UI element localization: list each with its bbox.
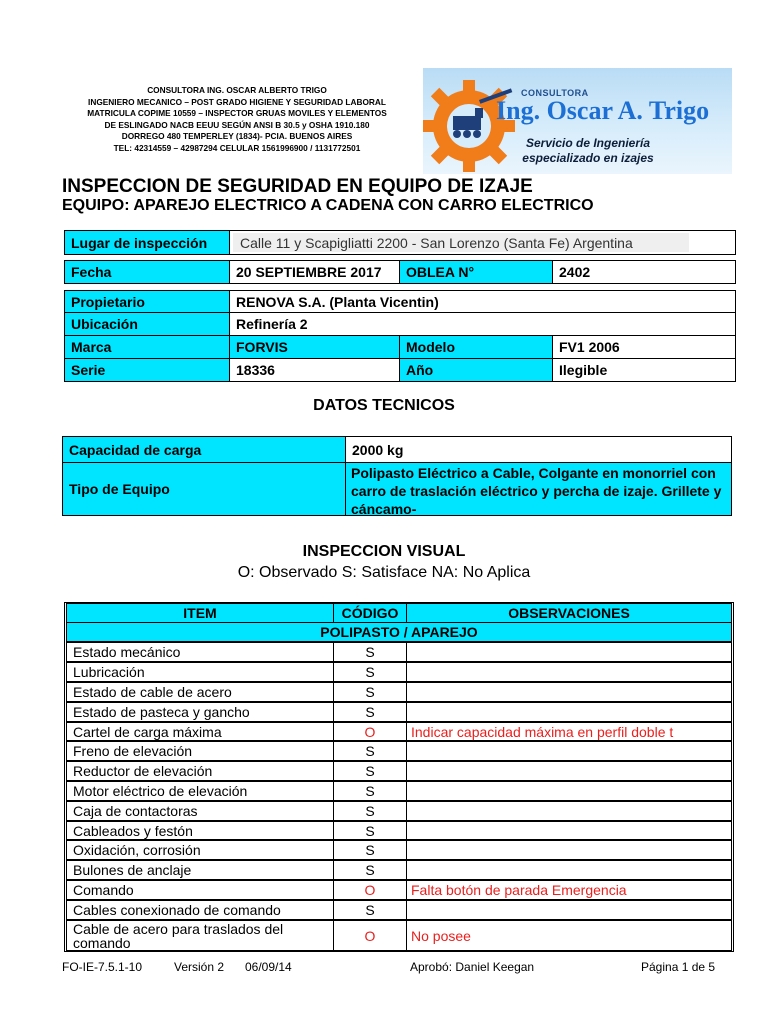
capacidad-label: Capacidad de carga	[62, 436, 346, 463]
section-polipasto: POLIPASTO / APAREJO	[66, 622, 732, 642]
propietario-label: Propietario	[64, 290, 230, 313]
ubicacion-label: Ubicación	[64, 312, 230, 336]
company-line: CONSULTORA ING. OSCAR ALBERTO TRIGO	[147, 85, 327, 95]
company-line: DORREGO 480 TEMPERLEY (1834)- PCIA. BUENOS AIRES	[121, 131, 353, 142]
row-item: Cable de acero para traslados del comando	[66, 920, 334, 951]
anio-value: Ilegible	[552, 358, 736, 382]
row-codigo: S	[333, 741, 407, 761]
row-codigo: S	[333, 821, 407, 840]
company-info	[62, 85, 412, 155]
row-item: Caja de contactoras	[66, 801, 334, 821]
row-observacion	[406, 662, 732, 682]
row-observacion	[406, 821, 732, 840]
serie-value: 18336	[229, 358, 400, 382]
banner-small-label: CONSULTORA	[521, 88, 589, 98]
company-banner	[423, 68, 732, 174]
row-codigo: S	[333, 801, 407, 821]
row-item: Cables conexionado de comando	[66, 900, 334, 920]
row-item: Comando	[66, 880, 334, 900]
lugar-label: Lugar de inspección	[64, 230, 230, 255]
row-codigo: S	[333, 682, 407, 702]
tipo-label: Tipo de Equipo	[62, 462, 346, 516]
row-codigo: S	[333, 900, 407, 920]
lugar-value: Calle 11 y Scapigliatti 2200 - San Lorenzo (Santa Fe) Argentina	[233, 233, 689, 252]
row-item: Cableados y festón	[66, 821, 334, 840]
inspeccion-heading: INSPECCION VISUAL	[302, 543, 466, 560]
marca-value: FORVIS	[229, 335, 400, 359]
row-observacion	[406, 801, 732, 821]
footer-code: FO-IE-7.5.1-10	[62, 960, 143, 974]
row-observacion: Indicar capacidad máxima en perfil doble t	[406, 722, 732, 741]
row-codigo: O	[333, 722, 407, 741]
row-codigo: S	[333, 702, 407, 722]
row-observacion: No posee	[406, 920, 732, 951]
row-observacion	[406, 761, 732, 781]
footer-version: Versión 2	[174, 960, 225, 974]
marca-label: Marca	[64, 335, 230, 359]
row-codigo: S	[333, 840, 407, 860]
equipment-title: EQUIPO: APAREJO ELECTRICO A CADENA CON CARRO ELECTRICO	[62, 197, 594, 214]
inspeccion-legend: O: Observado S: Satisface NA: No Aplica	[237, 564, 531, 581]
company-line: DE ESLINGADO NACB EEUU SEGÚN ANSI B 30.5 y OSHA 1910.180	[104, 119, 370, 130]
company-line: TEL: 42314559 – 42987294 CELULAR 1561996900 / 1131772501	[113, 142, 361, 153]
row-observacion	[406, 741, 732, 761]
ubicacion-value: Refinería 2	[229, 312, 736, 336]
document-title: INSPECCION DE SEGURIDAD EN EQUIPO DE IZAJE	[62, 176, 533, 197]
header-item: ITEM	[66, 603, 334, 623]
row-observacion	[406, 900, 732, 920]
row-item: Estado de cable de acero	[66, 682, 334, 702]
row-item: Cartel de carga máxima	[66, 722, 334, 741]
oblea-label: OBLEA N°	[399, 260, 553, 284]
banner-subtitle-line: Servicio de Ingeniería	[525, 136, 651, 150]
datos-tecnicos-heading: DATOS TECNICOS	[313, 397, 455, 414]
row-observacion	[406, 840, 732, 860]
row-item: Motor eléctrico de elevación	[66, 781, 334, 801]
row-observacion	[406, 860, 732, 880]
capacidad-value: 2000 kg	[345, 436, 732, 463]
row-item: Bulones de anclaje	[66, 860, 334, 880]
row-item: Lubricación	[66, 662, 334, 682]
header-codigo: CÓDIGO	[333, 603, 407, 623]
tipo-value: Polipasto Eléctrico a Cable, Colgante en monorriel con carro de traslación eléctrico y percha de izaje. Grillete y cáncamo-	[351, 465, 722, 517]
banner-name: Ing. Oscar A. Trigo	[496, 96, 710, 125]
row-item: Reductor de elevación	[66, 761, 334, 781]
row-item: Freno de elevación	[66, 741, 334, 761]
company-line: MATRICULA COPIME 10559 – INSPECTOR GRUAS MOVILES Y ELEMENTOS	[87, 108, 387, 119]
row-item: Oxidación, corrosión	[66, 840, 334, 860]
propietario-value: RENOVA S.A. (Planta Vicentin)	[229, 290, 736, 313]
oblea-value: 2402	[552, 260, 736, 284]
footer-pagina: Página 1 de 5	[641, 960, 716, 974]
row-observacion	[406, 702, 732, 722]
row-codigo: S	[333, 662, 407, 682]
fecha-label: Fecha	[64, 260, 230, 284]
row-observacion: Falta botón de parada Emergencia	[406, 880, 732, 900]
serie-label: Serie	[64, 358, 230, 382]
footer-aprobo: Aprobó: Daniel Keegan	[410, 960, 535, 974]
modelo-label: Modelo	[399, 335, 553, 359]
anio-label: Año	[399, 358, 553, 382]
row-codigo: O	[333, 880, 407, 900]
footer-date: 06/09/14	[245, 960, 292, 974]
banner-subtitle-line: especializado en izajes	[522, 151, 654, 165]
banner-subtitle	[518, 136, 658, 166]
row-codigo: S	[333, 860, 407, 880]
row-observacion	[406, 682, 732, 702]
header-observaciones: OBSERVACIONES	[406, 603, 732, 623]
company-line: INGENIERO MECANICO – POST GRADO HIGIENE Y SEGURIDAD LABORAL	[88, 96, 386, 107]
row-observacion	[406, 781, 732, 801]
row-codigo: S	[333, 642, 407, 662]
row-item: Estado mecánico	[66, 642, 334, 662]
row-observacion	[406, 642, 732, 662]
row-codigo: S	[333, 781, 407, 801]
row-codigo: S	[333, 761, 407, 781]
modelo-value: FV1 2006	[552, 335, 736, 359]
fecha-value: 20 SEPTIEMBRE 2017	[229, 260, 400, 284]
row-codigo: O	[333, 920, 407, 951]
row-item: Estado de pasteca y gancho	[66, 702, 334, 722]
